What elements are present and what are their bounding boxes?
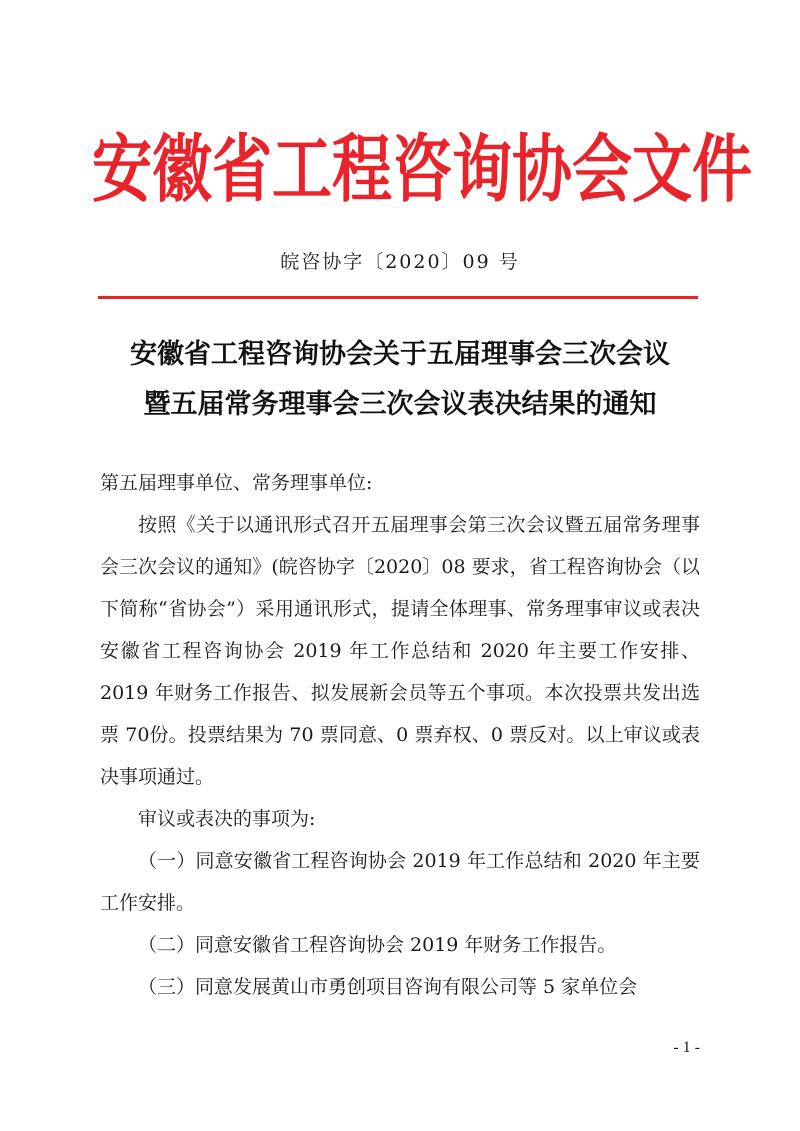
document-number: 皖咨协字〔2020〕09 号: [280, 251, 520, 273]
notice-title: [60, 330, 740, 430]
body-paragraph: （二）同意安徽省工程咨询协会 2019 年财务工作报告。: [138, 934, 617, 956]
document-body: [100, 462, 700, 1008]
page-number: - 1 -: [673, 1039, 700, 1056]
body-paragraph: （一）同意安徽省工程咨询协会 2019 年工作总结和 2020 年主要工作安排。: [100, 850, 700, 914]
document-header-title: 安徽省工程咨询协会文件: [92, 127, 752, 213]
salutation: 第五届理事单位、常务理事单位:: [100, 472, 373, 494]
red-divider-line: [98, 296, 698, 299]
body-paragraph: （三）同意发展黄山市勇创项目咨询有限公司等 5 家单位会: [138, 976, 638, 998]
body-paragraph: 按照《关于以通讯形式召开五届理事会第三次会议暨五届常务理事会三次会议的通知》(皖咨协字〔2020〕08 要求，省工程咨询协会（以下简称“省协会”）采用通讯形式，提请全体理事、常务理事审议或表决安徽省工程咨询协会 2019 年工作总结和 2020 年主要工作安排、2019 年财务工作报告、拟发展新会员等五个事项。本次投票共发出选票 70份。投票结果为 70 票同意、0 票弃权、0 票反对。以上审议或表决事项通过。: [100, 514, 700, 788]
notice-title-line-1: 安徽省工程咨询协会关于五届理事会三次会议: [130, 339, 670, 370]
notice-title-line-2: 暨五届常务理事会三次会议表决结果的通知: [143, 389, 657, 420]
body-paragraph: 审议或表决的事项为:: [138, 808, 316, 830]
